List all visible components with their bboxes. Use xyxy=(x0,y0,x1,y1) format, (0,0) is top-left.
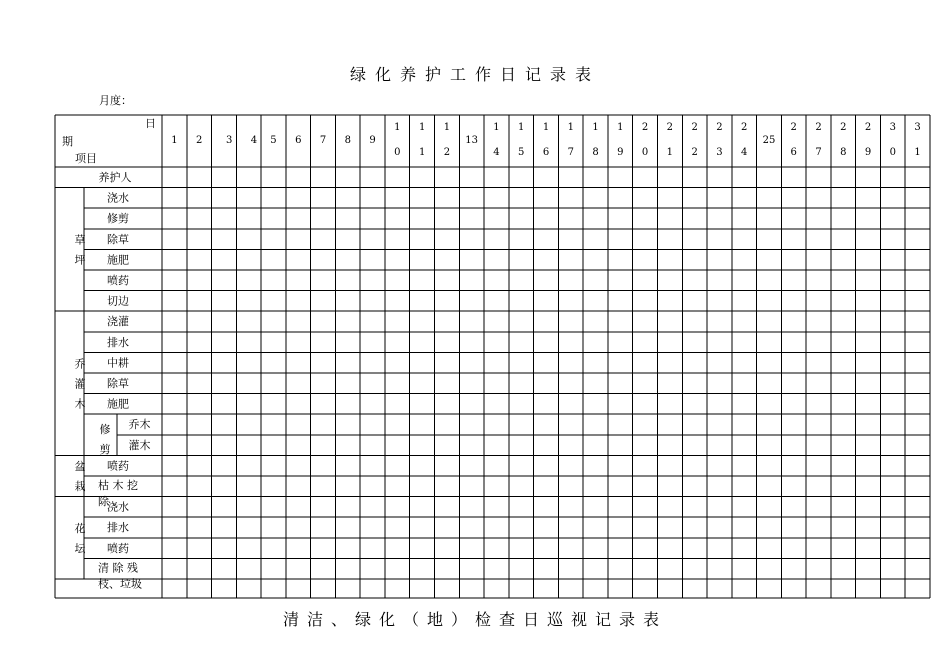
group-label: 木 xyxy=(74,397,86,411)
day-number: 8 xyxy=(840,147,847,158)
group-label: 灌 xyxy=(74,377,86,391)
row-label: 切边 xyxy=(107,294,129,308)
row-label: 除 xyxy=(98,495,109,508)
row-label: 施肥 xyxy=(107,397,129,411)
day-number: 1 xyxy=(617,122,624,133)
row-label: 排水 xyxy=(107,335,129,349)
day-number: 2 xyxy=(815,122,822,133)
day-number: 3 xyxy=(889,122,897,133)
row-label: 浇灌 xyxy=(107,315,129,329)
day-number: 7 xyxy=(815,147,822,158)
day-number: 1 xyxy=(443,122,451,133)
sub-row-label: 乔木 xyxy=(128,418,151,432)
day-number: 2 xyxy=(691,147,698,158)
day-number: 1 xyxy=(418,147,426,158)
day-number: 7 xyxy=(319,135,327,146)
day-number: 2 xyxy=(840,122,847,133)
day-number: 2 xyxy=(443,147,451,158)
row-label: 除草 xyxy=(107,377,129,390)
day-number: 1 xyxy=(567,122,574,133)
header-item-label: 项目 xyxy=(75,152,97,165)
day-number: 2 xyxy=(666,122,674,133)
day-number: 1 xyxy=(394,122,401,133)
day-number: 0 xyxy=(641,147,649,158)
row-label: 浇水 xyxy=(107,500,129,514)
day-number: 3 xyxy=(225,135,233,146)
day-number: 2 xyxy=(864,122,872,133)
row-label: 浇水 xyxy=(107,191,129,205)
day-number: 0 xyxy=(394,147,401,158)
day-number: 2 xyxy=(195,135,203,146)
row-label: 除草 xyxy=(107,232,129,246)
day-number: 6 xyxy=(295,135,302,146)
group-label: 花 xyxy=(74,521,86,535)
day-number: 3 xyxy=(716,147,723,158)
row-label: 施肥 xyxy=(107,253,129,267)
day-number: 9 xyxy=(369,135,376,146)
day-number: 1 xyxy=(493,122,500,133)
group-label: 盆 xyxy=(74,460,86,473)
day-number: 3 xyxy=(914,122,921,133)
group-label: 坪 xyxy=(74,253,86,267)
row-label: 排水 xyxy=(107,521,129,535)
day-number: 5 xyxy=(270,135,277,146)
day-number: 9 xyxy=(617,147,624,158)
day-number: 6 xyxy=(542,147,550,158)
day-number: 8 xyxy=(592,147,599,158)
row-label-caretaker: 养护人 xyxy=(98,171,132,184)
group-label: 乔 xyxy=(74,357,86,371)
footer-title: 清洁、绿化（地）检查日巡视记录表 xyxy=(282,610,667,629)
day-number: 6 xyxy=(790,147,797,158)
header-period-label: 期 xyxy=(62,135,73,148)
day-number: 1 xyxy=(171,135,178,146)
day-number: 2 xyxy=(691,122,698,133)
row-label: 喷药 xyxy=(107,274,129,287)
day-number: 9 xyxy=(864,147,872,158)
day-number: 1 xyxy=(518,122,525,133)
day-number: 2 xyxy=(741,122,748,133)
day-number: 5 xyxy=(518,147,525,158)
day-number: 1 xyxy=(418,122,426,133)
day-number: 7 xyxy=(567,147,574,158)
day-number: 1 xyxy=(542,122,550,133)
sub-group-label: 修 xyxy=(99,422,111,436)
row-label: 喷药 xyxy=(107,541,129,555)
group-label: 草 xyxy=(74,233,86,247)
group-label: 坛 xyxy=(74,541,86,555)
group-label: 栽 xyxy=(74,480,86,493)
day-number: 2 xyxy=(641,122,649,133)
month-label: 月度： xyxy=(99,94,132,107)
day-number: 8 xyxy=(344,135,351,146)
row-label: 修剪 xyxy=(107,212,129,226)
day-number: 0 xyxy=(889,147,897,158)
row-label: 枯 木 挖 xyxy=(98,479,138,492)
row-label: 枝、垃圾 xyxy=(98,577,142,591)
day-number: 1 xyxy=(914,147,921,158)
day-number: 2 xyxy=(790,122,797,133)
day-number: 25 xyxy=(762,135,776,146)
sub-group-label: 剪 xyxy=(99,442,111,456)
page-title: 绿化养护工作日记录表 xyxy=(349,65,600,84)
day-number: 1 xyxy=(666,147,674,158)
row-label: 中耕 xyxy=(107,356,129,370)
day-number: 4 xyxy=(493,147,500,158)
header-date-label: 日 xyxy=(145,117,156,130)
row-label: 清 除 残 xyxy=(98,561,138,575)
day-number: 1 xyxy=(592,122,599,133)
sub-row-label: 灌木 xyxy=(128,438,151,452)
day-number: 2 xyxy=(716,122,723,133)
row-label: 喷药 xyxy=(107,459,129,473)
day-number: 4 xyxy=(741,147,748,158)
day-number: 4 xyxy=(250,135,258,146)
day-number: 13 xyxy=(465,135,479,146)
